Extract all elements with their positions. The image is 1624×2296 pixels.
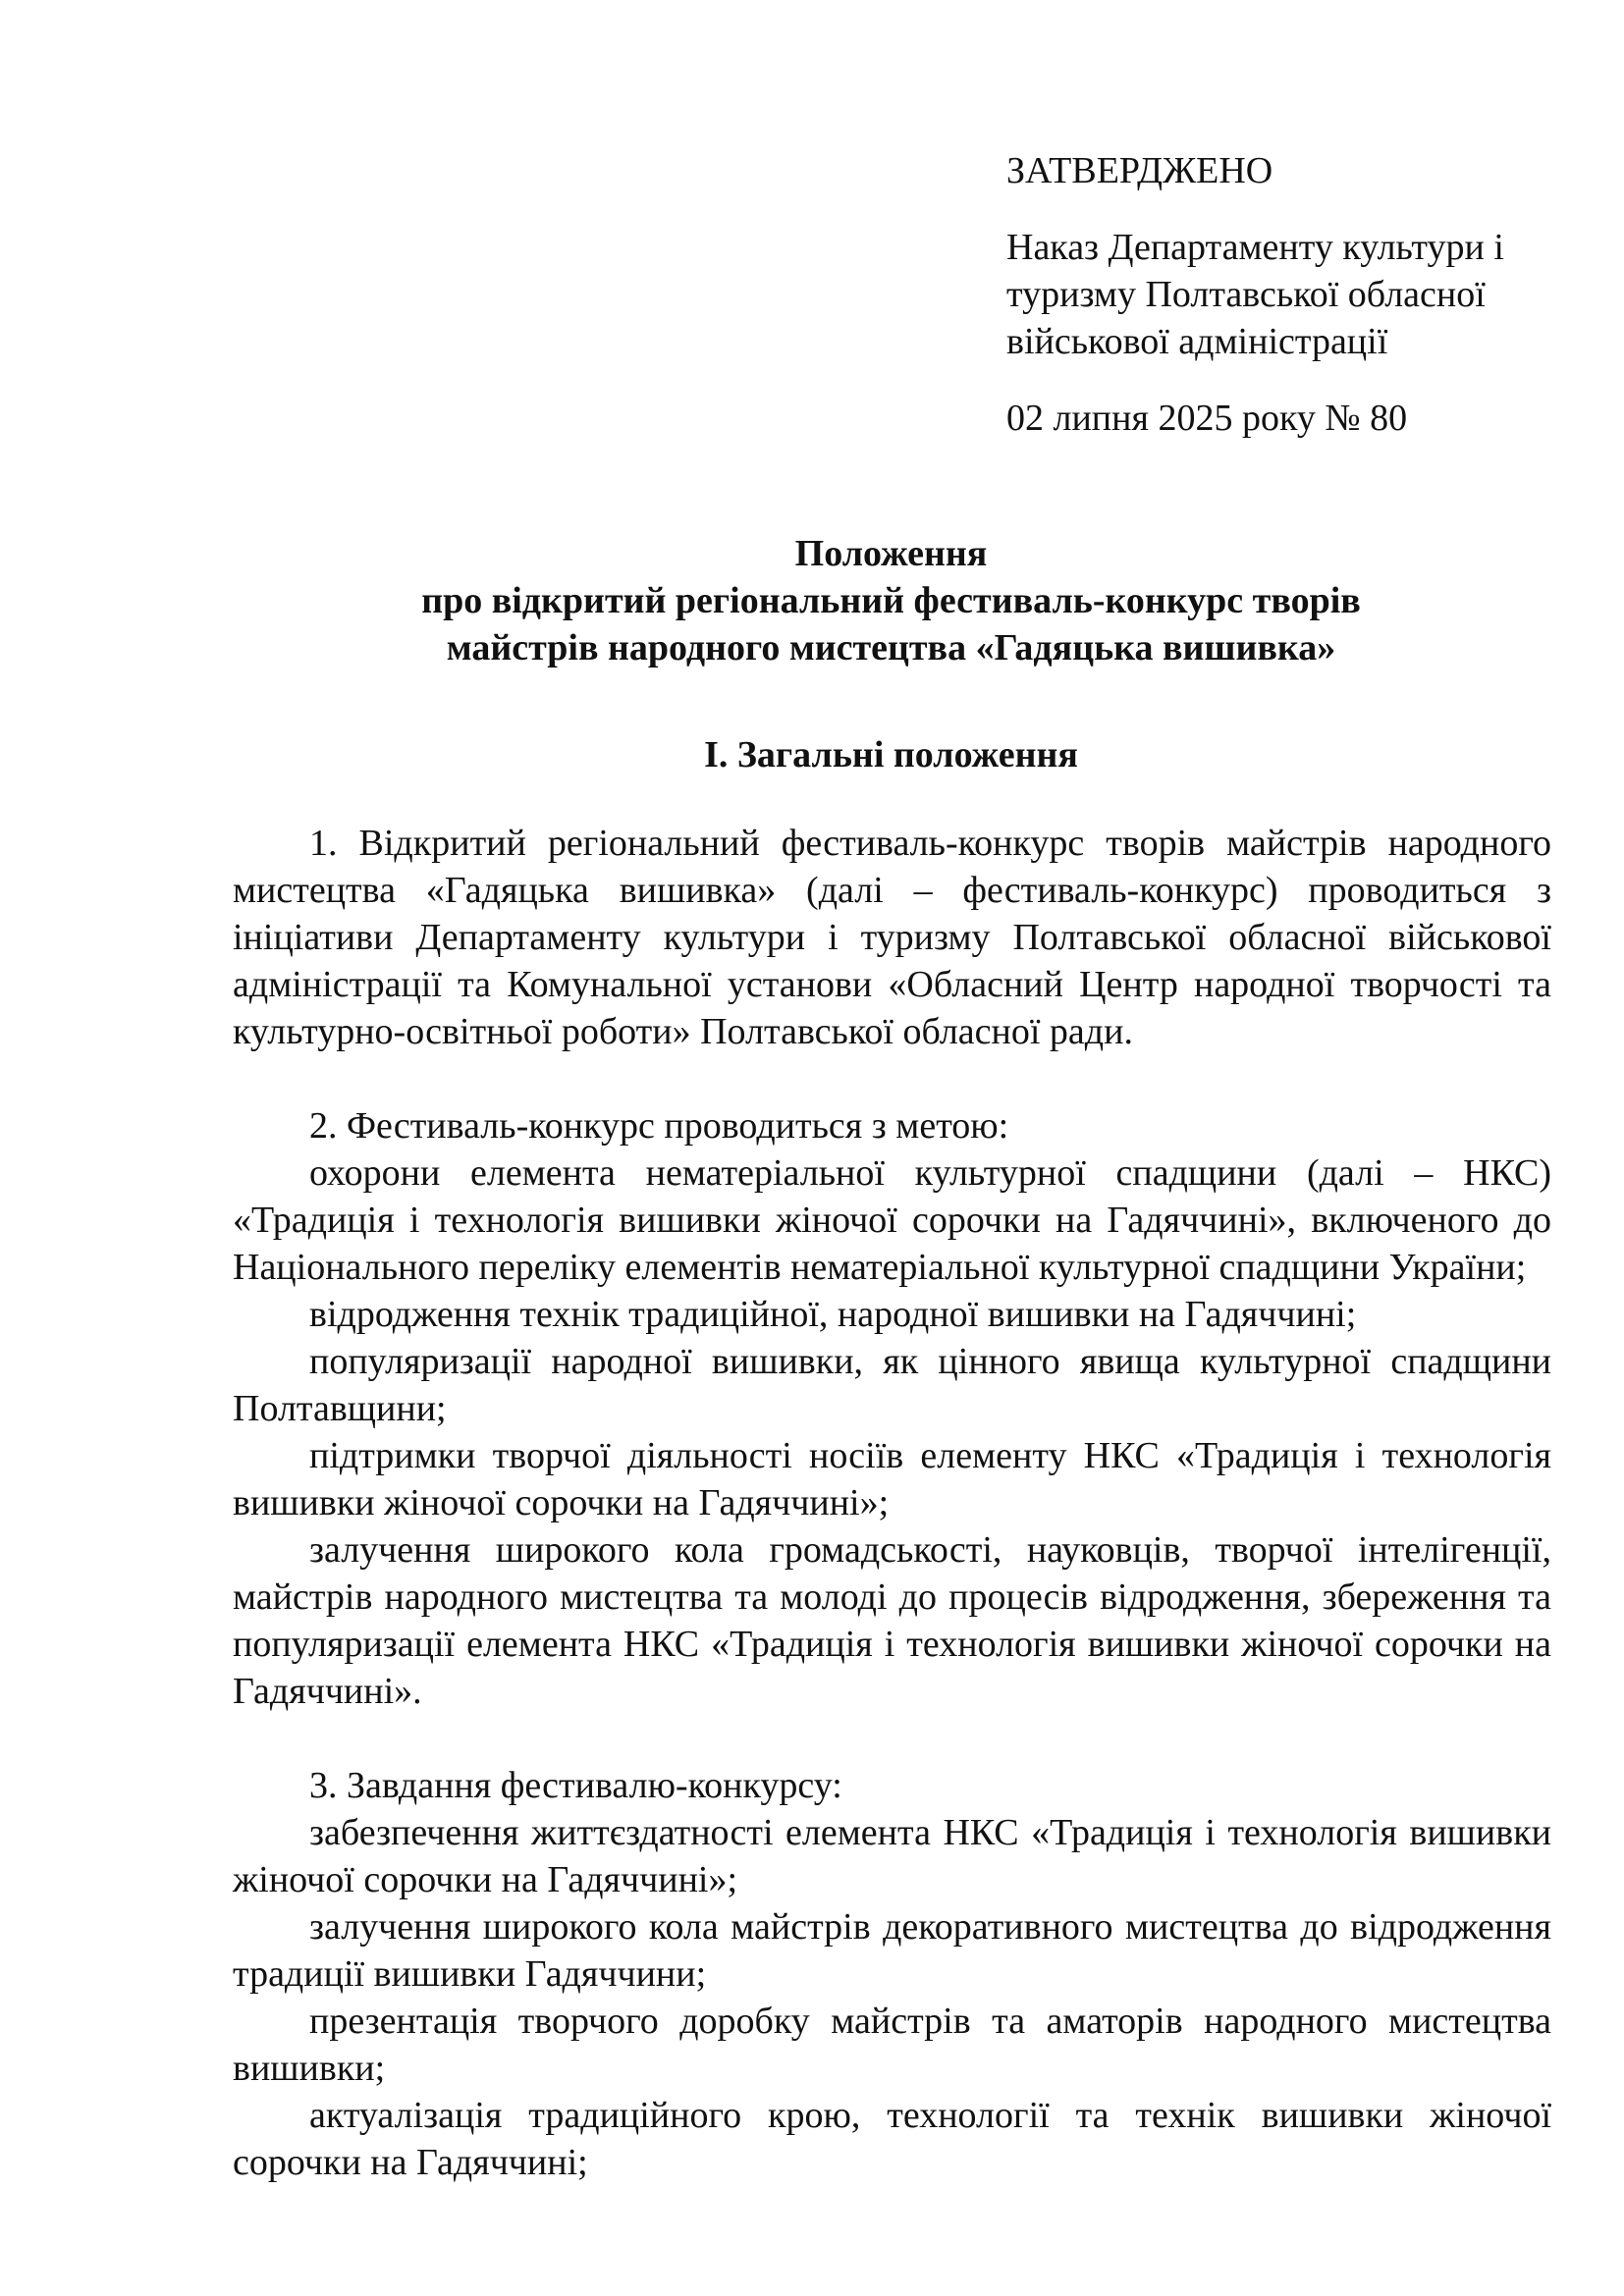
list-item: охорони елемента нематеріальної культурної спадщини (далі – НКС) «Традиція і технологія вишивки жіночої сорочки на Гадяччині», включеного до Національного переліку елементів нематеріальної культурної спадщини України; xyxy=(233,1152,1551,1288)
document-title xyxy=(231,530,1551,671)
approval-stamp: ЗАТВЕРДЖЕНО xyxy=(1006,150,1273,191)
title-line-1: Положення xyxy=(794,533,988,574)
list-item: залучення широкого кола майстрів декоративного мистецтва до відродження традиції вишивки Гадяччини; xyxy=(233,1906,1551,1995)
title-line-3: майстрів народного мистецтва «Гадяцька вишивка» xyxy=(446,627,1336,668)
order-date: 02 липня 2025 року № 80 xyxy=(1006,398,1408,439)
section-heading: І. Загальні положення xyxy=(704,734,1078,775)
order-line-2: туризму Полтавської обласної xyxy=(1006,274,1486,315)
list-item: підтримки творчої діяльності носіїв елементу НКС «Традиція і технологія вишивки жіночої сорочки на Гадяччині»; xyxy=(233,1435,1551,1523)
document-body xyxy=(233,820,1551,2186)
paragraph-3-intro: 3. Завдання фестивалю-конкурсу: xyxy=(309,1765,842,1806)
list-item: популяризації народної вишивки, як цінного явища культурної спадщини Полтавщини; xyxy=(233,1341,1551,1429)
paragraph-2-intro: 2. Фестиваль-конкурс проводиться з метою: xyxy=(309,1105,1009,1147)
list-item: відродження технік традиційної, народної вишивки на Гадяччині; xyxy=(309,1294,1357,1335)
list-item: забезпечення життєздатності елемента НКС «Традиція і технологія вишивки жіночої сорочки на Гадяччині»; xyxy=(233,1812,1551,1900)
list-item: презентація творчого доробку майстрів та аматорів народного мистецтва вишивки; xyxy=(233,2001,1551,2089)
order-line-3: військової адміністрації xyxy=(1006,321,1388,362)
list-item: актуалізація традиційного крою, технології та технік вишивки жіночої сорочки на Гадяччині; xyxy=(233,2095,1551,2183)
list-item: залучення широкого кола громадськості, науковців, творчої інтелігенції, майстрів народного мистецтва та молоді до процесів відродження, збереження та популяризації елемента НКС «Традиція і технологія вишивки жіночої сорочки на Гадяччині». xyxy=(233,1529,1551,1712)
order-line-1: Наказ Департаменту культури і xyxy=(1006,227,1504,268)
title-line-2: про відкритий регіональний фестиваль-конкурс творів xyxy=(421,580,1361,621)
paragraph-1: 1. Відкритий регіональний фестиваль-конкурс творів майстрів народного мистецтва «Гадяцька вишивка» (далі – фестиваль-конкурс) проводиться з ініціативи Департаменту культури і туризму Полтавської обласної військової адміністрації та Комунальної установи «Обласний Центр народної творчості та культурно-освітньої роботи» Полтавської обласної ради. xyxy=(233,823,1551,1052)
approval-block xyxy=(1006,147,1556,442)
